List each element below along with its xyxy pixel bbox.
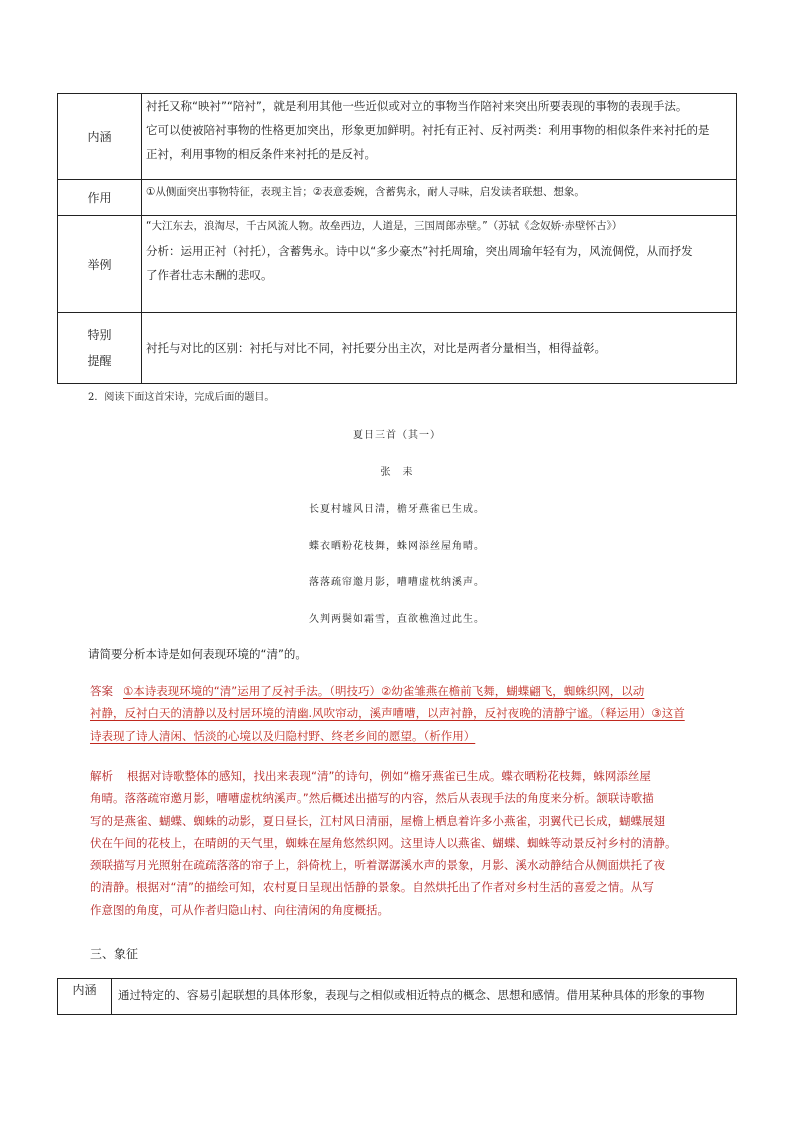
row-label-tebie: 特别 提醒 bbox=[58, 313, 142, 384]
poem-line: 蝶衣晒粉花枝舞，蛛网添丝屋角晴。 bbox=[309, 541, 485, 552]
poem-line: 久判两鬓如霜雪，直欲樵渔过此生。 bbox=[309, 614, 485, 625]
row-content-neihan bbox=[112, 979, 737, 1015]
poem-author: 张 耒 bbox=[380, 467, 414, 478]
row-label-neihan: 内涵 bbox=[58, 94, 142, 180]
table-row bbox=[58, 979, 737, 1015]
text-line: ①从侧面突出事物特征，表现主旨；②表意委婉，含蓄隽永，耐人寻味，启发读者联想、想象。 bbox=[146, 186, 585, 198]
poem-title: 夏日三首（其一） bbox=[353, 430, 441, 441]
text-line: 分析：运用正衬（衬托），含蓄隽永。诗中以“多少豪杰”衬托周瑜，突出周瑜年轻有为，风流倜傥，从而抒发 bbox=[146, 244, 693, 258]
analysis-line: 角晴。落落疏帘邀月影，嘈嘈虚枕纳溪声。”然后概述出描写的内容，然后从表现手法的角度来分析。颔联诗歌描 bbox=[90, 791, 654, 806]
row-content-juli bbox=[142, 216, 737, 313]
analysis-block bbox=[90, 765, 740, 921]
answer-block bbox=[90, 680, 740, 747]
row-content-neihan bbox=[142, 94, 737, 180]
row-content-zuoyong bbox=[142, 180, 737, 216]
row-label-juli: 举例 bbox=[58, 216, 142, 313]
text-line: 通过特定的、容易引起联想的具体形象，表现与之相似或相近特点的概念、思想和感情。借用某种具体的形象的事物 bbox=[118, 988, 705, 1002]
row-content-tebie bbox=[142, 313, 737, 384]
analysis-line: 根据对诗歌整体的感知，找出来表现“清”的诗句，例如“檐牙燕雀已生成。蝶衣晒粉花枝舞，蛛网添丝屋 bbox=[127, 769, 651, 783]
text-line: 衬托又称“映衬”“陪衬”，就是利用其他一些近似或对立的事物当作陪衬来突出所要表现的事物的表现手法。 bbox=[146, 99, 688, 113]
table-row bbox=[58, 216, 737, 313]
answer-label: 答案 bbox=[90, 684, 113, 698]
table-row bbox=[58, 313, 737, 384]
section-heading: 三、象征 bbox=[90, 947, 139, 961]
question-text: 请简要分析本诗是如何表现环境的“清”的。 bbox=[88, 647, 307, 661]
answer-line: 衬静，反衬白天的清静以及村居环境的清幽.风吹帘动，溪声嘈嘈，以声衬静，反衬夜晚的清静宁谧。（释运用）③这首 bbox=[90, 706, 685, 721]
analysis-line: 作意图的角度，可从作者归隐山村、向往清闲的角度概括。 bbox=[90, 902, 389, 917]
poem-line: 落落疏帘邀月影，嘈嘈虚枕纳溪声。 bbox=[309, 577, 485, 588]
poem-line: 长夏村墟风日清，檐牙燕雀已生成。 bbox=[309, 504, 485, 515]
question-prompt: 2．阅读下面这首宋诗，完成后面的题目。 bbox=[88, 392, 275, 403]
row-label-neihan: 内涵 bbox=[58, 979, 112, 1015]
analysis-line: 颈联描写月光照射在疏疏落落的帘子上，斜倚枕上，听着潺潺溪水声的景象，月影、溪水动静结合从侧面烘托了夜 bbox=[90, 858, 665, 873]
quote-line: “大江东去，浪淘尽，千古风流人物。故垒西边，人道是，三国周郎赤壁。”（苏轼《念奴娇·赤壁怀古》） bbox=[146, 220, 623, 232]
analysis-line: 写的是燕雀、蝴蝶、蜘蛛的动影，夏日昼长，江村风日清丽，屋檐上栖息着许多小燕雀，羽翼代已长成，蝴蝶展翅 bbox=[90, 813, 665, 828]
answer-line: 诗表现了诗人清闲、恬淡的心境以及归隐村野、终老乡间的愿望。（析作用） bbox=[90, 728, 476, 743]
analysis-label: 解析 bbox=[90, 769, 113, 783]
text-line: 衬托与对比的区别：衬托与对比不同，衬托要分出主次，对比是两者分量相当，相得益彰。 bbox=[146, 341, 606, 355]
text-line: 了作者壮志未酬的悲叹。 bbox=[146, 268, 273, 282]
row-label-zuoyong: 作用 bbox=[58, 180, 142, 216]
text-line: 正衬，利用事物的相反条件来衬托的是反衬。 bbox=[146, 147, 376, 161]
table-row bbox=[58, 180, 737, 216]
symbol-table bbox=[57, 978, 737, 1015]
technique-table bbox=[57, 93, 737, 384]
table-row bbox=[58, 94, 737, 180]
text-line: 它可以使被陪衬事物的性格更加突出，形象更加鲜明。衬托有正衬、反衬两类：利用事物的相似条件来衬托的是 bbox=[146, 123, 710, 137]
analysis-line: 的清静。根据对“清”的描绘可知，农村夏日呈现出恬静的景象。自然烘托出了作者对乡村生活的喜爱之情。从写 bbox=[90, 880, 654, 895]
analysis-line: 伏在午间的花枝上，在晴朗的天气里，蜘蛛在屋角悠然织网。这里诗人以燕雀、蝴蝶、蜘蛛等动景反衬乡村的清静。 bbox=[90, 835, 677, 850]
answer-line: ①本诗表现环境的“清”运用了反衬手法。（明技巧）②幼雀雏燕在檐前飞舞，蝴蝶翩飞，蜘蛛织网，以动 bbox=[123, 684, 645, 698]
